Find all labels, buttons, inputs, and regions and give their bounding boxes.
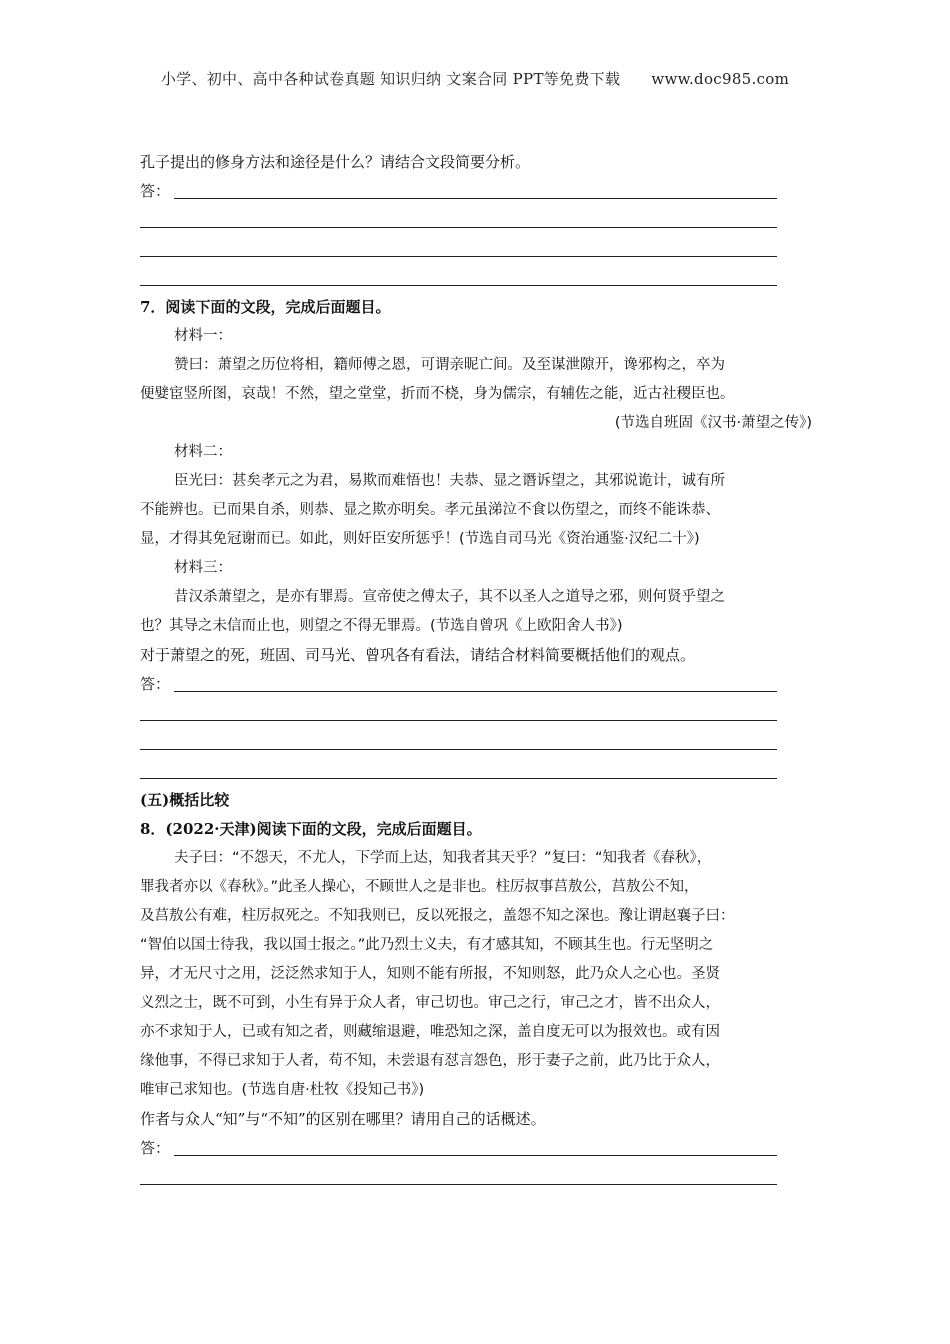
- answer-rule: [140, 1184, 777, 1185]
- q7-answer-line-3: [140, 728, 812, 757]
- content: [140, 148, 812, 1192]
- header-text: 小学、初中、高中各种试卷真题 知识归纳 文案合同 PPT等免费下载: [160, 70, 621, 88]
- q7-m1-line: 便嬖宦竖所图，哀哉！不然，望之堂堂，折而不桡，身为儒宗，有辅佐之能，近古社稷臣也。: [140, 386, 735, 402]
- q8-answer-line-2: [140, 1163, 812, 1192]
- q8-title: 8．(2022·天津)阅读下面的文段，完成后面题目。: [140, 820, 482, 838]
- q8-question: 作者与众人“知”与“不知”的区别在哪里？请用自己的话概述。: [140, 1110, 546, 1128]
- q7-passage: [140, 322, 812, 641]
- q8-answer-label: 答：: [140, 1139, 171, 1157]
- q7-answer-line-4: [140, 757, 812, 786]
- q7-question: 对于萧望之的死，班固、司马光、曾巩各有看法，请结合材料简要概括他们的观点。: [140, 646, 696, 664]
- q7-m1-label: 材料一：: [174, 328, 232, 344]
- q8-line: “智伯以国士待我，我以国士报之。”此乃烈士义夫，有才感其知，不顾其生也。行无坚明之: [140, 937, 714, 953]
- answer-rule: [140, 778, 777, 779]
- q6-question: 孔子提出的修身方法和途径是什么？请结合文段简要分析。: [140, 153, 531, 171]
- q6-answer-line-4: [140, 264, 812, 293]
- answer-rule: [140, 256, 777, 257]
- answer-rule: [140, 749, 777, 750]
- q8-line: 异，才无尺寸之用，泛泛然求知于人，知则不能有所报，不知则怒，此乃众人之心也。圣贤: [140, 966, 720, 982]
- answer-rule: [174, 1155, 777, 1156]
- answer-rule: [140, 227, 777, 228]
- answer-rule: [174, 198, 777, 199]
- answer-rule: [174, 691, 777, 692]
- header-site: www.doc985.com: [651, 70, 790, 88]
- q8-line: 义烈之士，既不可到，小生有异于众人者，审己切也。审己之行，审己之才，皆不出众人，: [140, 995, 720, 1011]
- q7-answer-label: 答：: [140, 675, 171, 693]
- q8-line: 罪我者亦以《春秋》。”此圣人操心，不顾世人之是非也。柱厉叔事莒敖公，莒敖公不知，: [140, 879, 699, 895]
- q8-answer-line-1: [140, 1134, 812, 1163]
- q7-m1-line: 赞曰：萧望之历位将相，籍师傅之恩，可谓亲昵亡间。及至谋泄隙开，谗邪构之，卒为: [174, 357, 725, 373]
- q7-m1-source: (节选自班固《汉书·萧望之传》): [614, 415, 812, 431]
- q7-m3-line: 也？其导之未信而止也，则望之不得无罪焉。(节选自曾巩《上欧阳舍人书》): [140, 618, 623, 634]
- q8-line: 亦不求知于人，已或有知之者，则藏缩退避，唯恐知之深，盖自度无可以为报效也。或有因: [140, 1024, 720, 1040]
- q6-answer-line-1: [140, 177, 812, 206]
- q8-line: 缘他事，不得已求知于人者，苟不知，未尝退有怼言怨色，形于妻子之前，此乃比于众人，: [140, 1053, 720, 1069]
- q6-answer-line-2: [140, 206, 812, 235]
- q7-m2-line: 显，才得其免冠谢而已。如此，则奸臣安所惩乎！(节选自司马光《资治通鉴·汉纪二十》): [140, 531, 700, 547]
- q7-m2-label: 材料二：: [174, 444, 232, 460]
- q7-m2-line: 臣光曰：甚矣孝元之为君，易欺而难悟也！夫恭、显之谮诉望之，其邪说诡计，诚有所: [174, 473, 725, 489]
- page-header: [0, 68, 950, 89]
- q6-answer-label: 答：: [140, 182, 171, 200]
- section-5-title: (五)概括比较: [140, 791, 230, 809]
- q8-line: 及莒敖公有难，柱厉叔死之。不知我则已，反以死报之，盖怨不知之深也。豫让谓赵襄子曰：: [140, 908, 735, 924]
- q7-answer-line-2: [140, 699, 812, 728]
- q8-line: 唯审己求知也。(节选自唐·杜牧《投知己书》): [140, 1082, 425, 1098]
- q8-line: 夫子曰：“不怨天，不尤人，下学而上达，知我者其天乎？”复曰：“知我者《春秋》，: [174, 850, 712, 866]
- q7-answer-line-1: [140, 670, 812, 699]
- answer-rule: [140, 285, 777, 286]
- answer-rule: [140, 720, 777, 721]
- q7-m2-line: 不能辨也。已而果自杀，则恭、显之欺亦明矣。孝元虽涕泣不食以伤望之，而终不能诛恭、: [140, 502, 720, 518]
- q6-answer-line-3: [140, 235, 812, 264]
- q7-m3-line: 昔汉杀萧望之，是亦有罪焉。宣帝使之傅太子，其不以圣人之道导之邪，则何贤乎望之: [174, 589, 725, 605]
- q7-m3-label: 材料三：: [174, 560, 232, 576]
- q8-passage: [140, 844, 812, 1105]
- q7-title: 7．阅读下面的文段，完成后面题目。: [140, 298, 391, 316]
